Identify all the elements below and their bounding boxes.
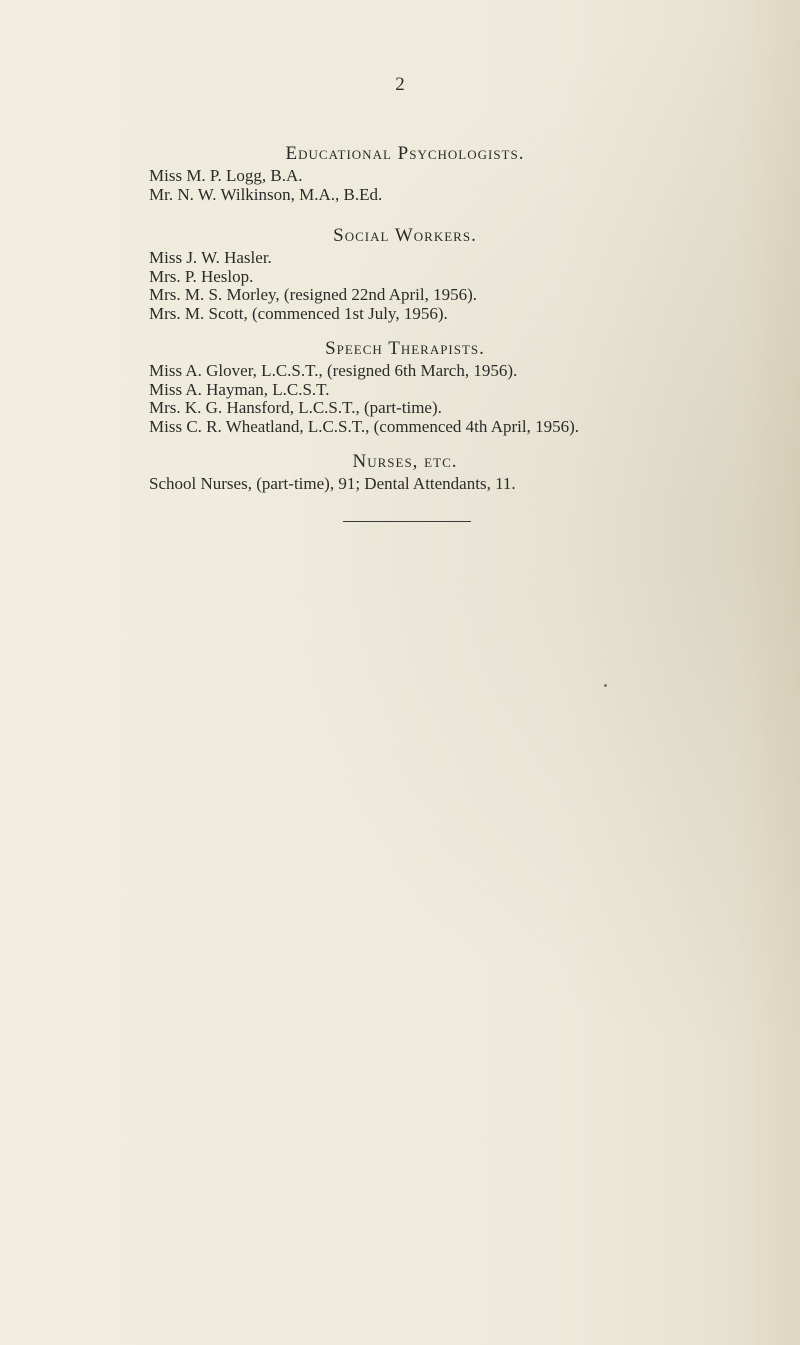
section-educational-psychologists [149, 143, 789, 204]
closing-rule [343, 521, 471, 522]
section-heading: Speech Therapists. [325, 338, 485, 359]
staff-line: Miss J. W. Hasler. [149, 248, 272, 267]
staff-line: School Nurses, (part-time), 91; Dental Attendants, 11. [149, 474, 516, 493]
section-heading: Educational Psychologists. [285, 143, 525, 164]
staff-line: Mrs. M. Scott, (commenced 1st July, 1956). [149, 303, 448, 323]
section-heading: Social Workers. [333, 225, 477, 246]
paper-speck [604, 684, 607, 687]
staff-line: Mrs. K. G. Hansford, L.C.S.T., (part-time). [149, 398, 442, 417]
section-heading: Nurses, etc. [352, 451, 458, 472]
staff-line: Miss M. P. Logg, B.A. [149, 166, 303, 185]
staff-line: Mrs. P. Heslop. [149, 266, 254, 286]
staff-line: Mr. N. W. Wilkinson, M.A., B.Ed. [149, 184, 383, 204]
staff-line: Mrs. M. S. Morley, (resigned 22nd April, 1956). [149, 285, 478, 304]
section-social-workers [149, 225, 789, 323]
staff-line: Miss A. Hayman, L.C.S.T. [149, 379, 330, 399]
staff-line: Miss A. Glover, L.C.S.T., (resigned 6th March, 1956). [149, 361, 518, 380]
page-number: 2 [395, 74, 405, 95]
section-nurses [149, 451, 789, 494]
staff-line: Miss C. R. Wheatland, L.C.S.T., (commenced 4th April, 1956). [149, 416, 579, 436]
section-speech-therapists [149, 338, 789, 436]
